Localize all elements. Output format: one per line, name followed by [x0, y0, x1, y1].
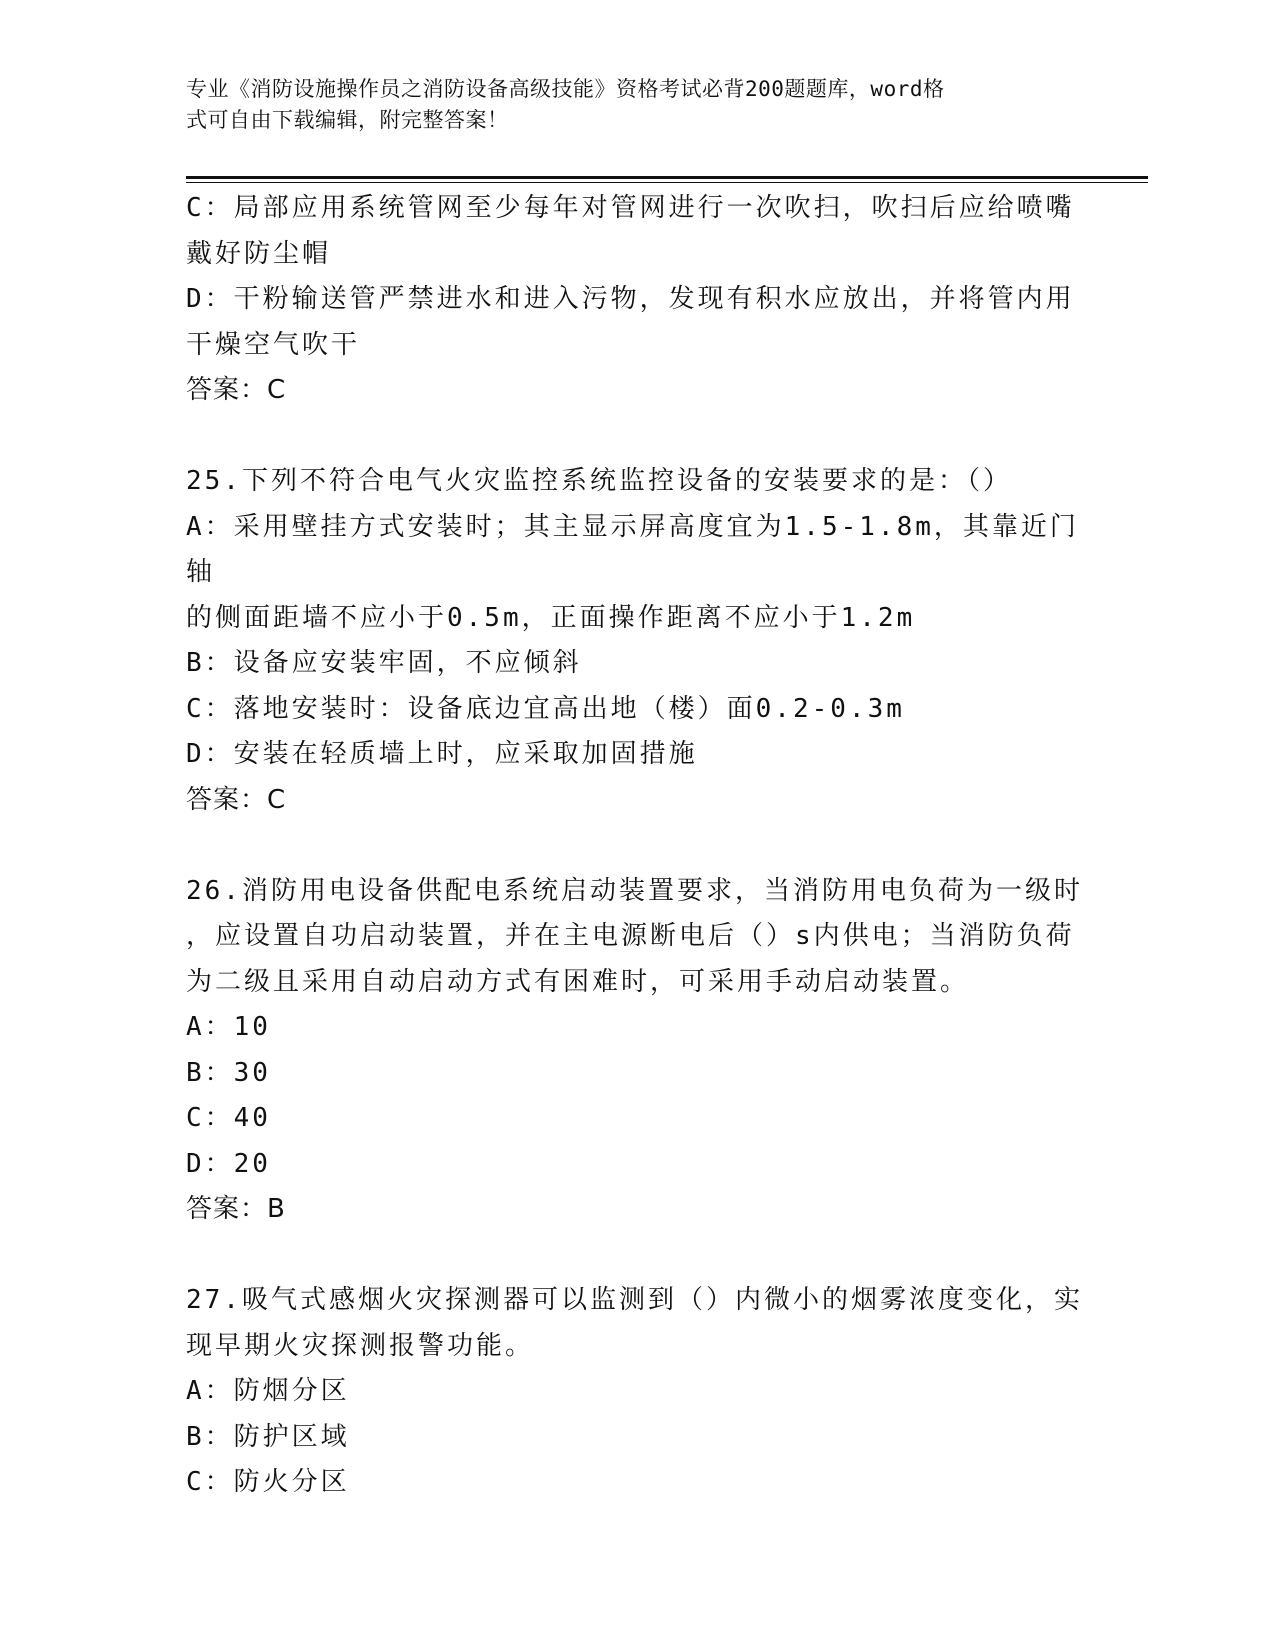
question-24-carryover — [186, 186, 1086, 414]
option-a-line-2: 的侧面距墙不应小于0.5m，正面操作距离不应小于1.2m — [186, 602, 916, 633]
question-stem-line-2: 现早期火灾探测报警功能。 — [186, 1330, 535, 1361]
option-a: A：防烟分区 — [186, 1376, 350, 1406]
question-list — [186, 186, 1086, 1506]
option-a: A：10 — [186, 1012, 271, 1042]
question-stem: 25.下列不符合电气火灾监控系统监控设备的安装要求的是：（） — [186, 466, 1012, 496]
option-d: D：安装在轻质墙上时，应采取加固措施 — [186, 739, 698, 769]
option-a-line-1: A：采用壁挂方式安装时；其主显示屏高度宜为1.5-1.8m，其靠近门轴 — [186, 511, 1079, 587]
option-b: B：设备应安装牢固，不应倾斜 — [186, 648, 582, 678]
question-27 — [186, 1278, 1086, 1506]
header-line-2: 式可自由下载编辑，附完整答案！ — [186, 108, 509, 132]
header-divider — [186, 176, 1148, 183]
header-line-1: 专业《消防设施操作员之消防设备高级技能》资格考试必背200题题库，word格 — [186, 77, 945, 101]
option-b: B：防护区域 — [186, 1421, 350, 1452]
question-stem-line-3: 为二级且采用自动启动方式有困难时，可采用手动启动装置。 — [186, 966, 970, 997]
option-c: C：落地安装时：设备底边宜高出地（楼）面0.2-0.3m — [186, 693, 905, 724]
answer-line: 答案：C — [186, 375, 287, 405]
question-25 — [186, 459, 1086, 823]
question-stem-line-1: 27.吸气式感烟火灾探测器可以监测到（）内微小的烟雾浓度变化，实 — [186, 1285, 1083, 1315]
option-d-line-1: D：干粉输送管严禁进水和进入污物，发现有积水应放出，并将管内用 — [186, 284, 1075, 314]
option-c-line-2: 戴好防尘帽 — [186, 238, 332, 269]
option-b: B：30 — [186, 1057, 271, 1088]
answer-line: 答案：C — [186, 784, 287, 815]
question-stem-line-2: ，应设置自功启动装置，并在主电源断电后（）s内供电；当消防负荷 — [186, 921, 1075, 951]
option-c: C：40 — [186, 1103, 271, 1133]
option-d-line-2: 干燥空气吹干 — [186, 329, 361, 360]
option-c-line-1: C：局部应用系统管网至少每年对管网进行一次吹扫，吹扫后应给喷嘴 — [186, 193, 1075, 223]
question-stem-line-1: 26.消防用电设备供配电系统启动装置要求，当消防用电负荷为一级时 — [186, 875, 1083, 906]
header-divider-thin — [186, 182, 1148, 183]
answer-line: 答案：B — [186, 1194, 286, 1224]
question-26 — [186, 869, 1086, 1233]
option-c: C：防火分区 — [186, 1467, 350, 1497]
document-header — [186, 74, 1066, 136]
option-d: D：20 — [186, 1148, 271, 1179]
